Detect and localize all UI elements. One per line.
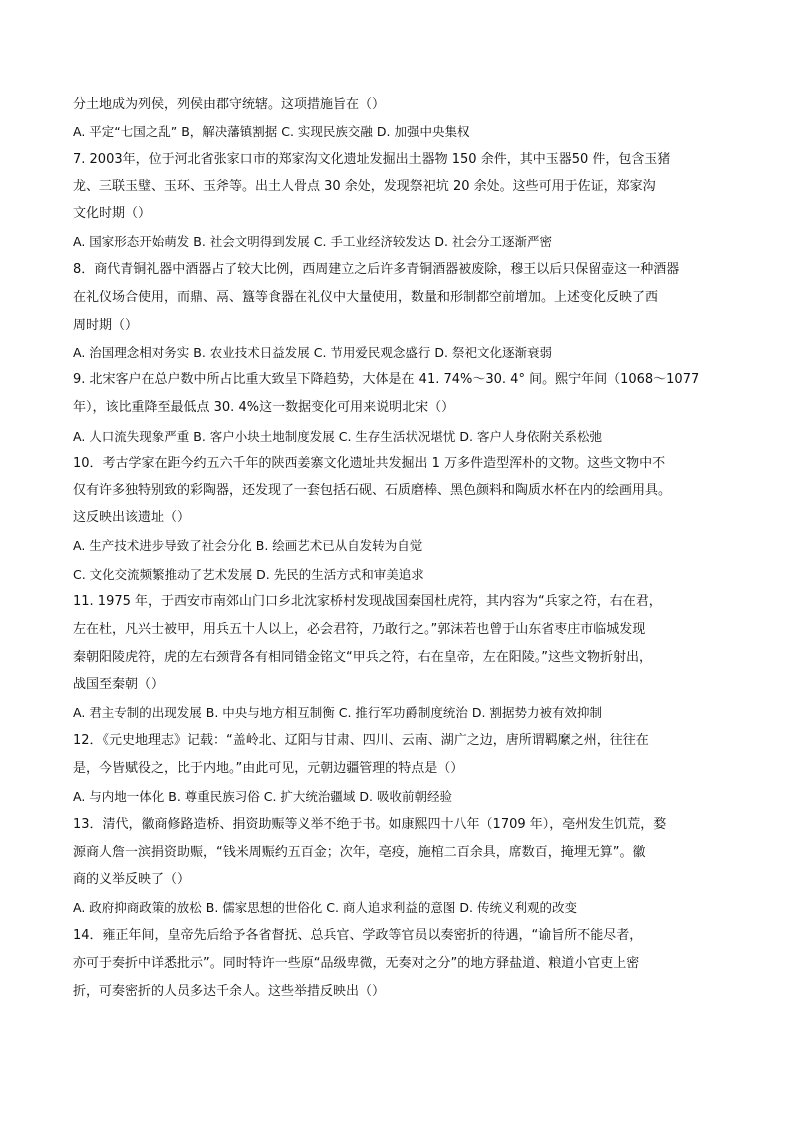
- options-10-line-2: C. 文化交流频繁推动了艺术发展 D. 先民的生活方式和审美追求: [73, 567, 424, 582]
- question-11-line-3: 秦朝阳陵虎符，虎的左右颈背各有相同错金铭文“甲兵之符，右在皇帝，左在阳陵。”这些文物折射出，: [73, 650, 652, 665]
- question-7-line-3: 文化时期（）: [73, 206, 152, 221]
- question-14-line-2: 亦可于奏折中详悉批示”。同时特许一些原“品级卑微，无奏对之分”的地方驿盐道、粮道小官吏上密: [73, 956, 640, 971]
- options-9: A. 人口流失现象严重 B. 客户小块土地制度发展 C. 生存生活状况堪忧 D. 客户人身依附关系松弛: [73, 429, 602, 444]
- question-14-line-1: 14．雍正年间，皇帝先后给予各省督抚、总兵官、学政等官员以奏密折的待遇，“谕旨所不能尽者，: [73, 928, 643, 943]
- options-12: A. 与内地一体化 B. 尊重民族习俗 C. 扩大统治疆域 D. 吸收前朝经验: [73, 789, 452, 804]
- options-11: A. 君主专制的出现发展 B. 中央与地方相互制衡 C. 推行军功爵制度统治 D. 割据势力被有效抑制: [73, 705, 602, 720]
- question-8-line-3: 周时期（）: [73, 318, 139, 333]
- question-13-line-3: 商的义举反映了（）: [73, 872, 191, 887]
- question-9-line-2: 年），该比重降至最低点 30. 4%这一数据变化可用来说明北宋（）: [73, 400, 455, 415]
- options-7: A. 国家形态开始萌发 B. 社会文明得到发展 C. 手工业经济较发达 D. 社会分工逐渐严密: [73, 234, 552, 249]
- question-12-line-2: 是，今皆赋役之，比于内地。”由此可见，元朝边疆管理的特点是（）: [73, 761, 464, 776]
- question-11-line-4: 战国至秦朝（）: [73, 677, 165, 692]
- question-13-line-2: 源商人詹一滨捐资助赈，“钱米周赈约五百金；次年，亳疫，施棺二百余具，席数百，掩埋无算”。徽: [73, 845, 646, 860]
- question-13-line-1: 13．清代，徽商修路造桥、捐资助赈等义举不绝于书。如康熙四十八年（1709 年），亳州发生饥荒，婺: [73, 817, 667, 832]
- question-14-line-3: 折，可奏密折的人员多达千余人。这些举措反映出（）: [73, 984, 386, 999]
- options-10-line-1: A. 生产技术进步导致了社会分化 B. 绘画艺术已从自发转为自觉: [73, 538, 423, 553]
- question-6-tail: 分土地成为列侯，列侯由郡守统辖。这项措施旨在（）: [73, 97, 386, 112]
- question-7-line-1: 7. 2003年，位于河北省张家口市的郑家沟文化遗址发掘出土器物 150 余件，其中玉器50 件，包含玉猪: [73, 152, 671, 167]
- question-11-line-2: 左在杜，凡兴士被甲，用兵五十人以上，必会君符，乃敢行之。”郭沫若也曾于山东省枣庄市临城发现: [73, 622, 646, 637]
- options-8: A. 治国理念相对务实 B. 农业技术日益发展 C. 节用爱民观念盛行 D. 祭祀文化逐渐衰弱: [73, 345, 552, 360]
- question-8-line-2: 在礼仪场合使用，而鼎、鬲、簋等食器在礼仪中大量使用，数量和形制都空前增加。上述变化反映了西: [73, 290, 659, 305]
- question-8-line-1: 8．商代青铜礼器中酒器占了较大比例，西周建立之后许多青铜酒器被废除，穆王以后只保留壶这一种酒器: [73, 262, 680, 277]
- question-9-line-1: 9. 北宋客户在总户数中所占比重大致呈下降趋势，大体是在 41. 74%～30. 4° 间。熙宁年间（1068～1077: [73, 372, 700, 387]
- question-10-line-2: 仅有许多独特别致的彩陶器，还发现了一套包括石砚、石质磨棒、黑色颜料和陶质水杯在内的绘画用具。: [73, 483, 672, 498]
- options-13: A. 政府抑商政策的放松 B. 儒家思想的世俗化 C. 商人追求利益的意图 D. 传统义利观的改变: [73, 900, 577, 915]
- question-7-line-2: 龙、三联玉璧、玉环、玉斧等。出土人骨点 30 余处，发现祭祀坑 20 余处。这些可用于佐证，郑家沟: [73, 179, 656, 194]
- options-6: A. 平定“七国之乱” B，解决藩镇割据 C. 实现民族交融 D. 加强中央集权: [73, 124, 470, 139]
- question-12-line-1: 12．《元史地理志》记载：“盖岭北、辽阳与甘肃、四川、云南、湖广之边，唐所谓羁縻之州，往往在: [73, 733, 649, 748]
- question-10-line-1: 10．考古学家在距今约五六千年的陕西姜寨文化遗址共发掘出 1 万多件造型浑朴的文物。这些文物中不: [73, 456, 666, 471]
- question-11-line-1: 11. 1975 年，于西安市南郊山门口乡北沈家桥村发现战国秦国杜虎符，其内容为“兵家之符，右在君，: [73, 594, 662, 609]
- question-10-line-3: 这反映出该遗址（）: [73, 510, 191, 525]
